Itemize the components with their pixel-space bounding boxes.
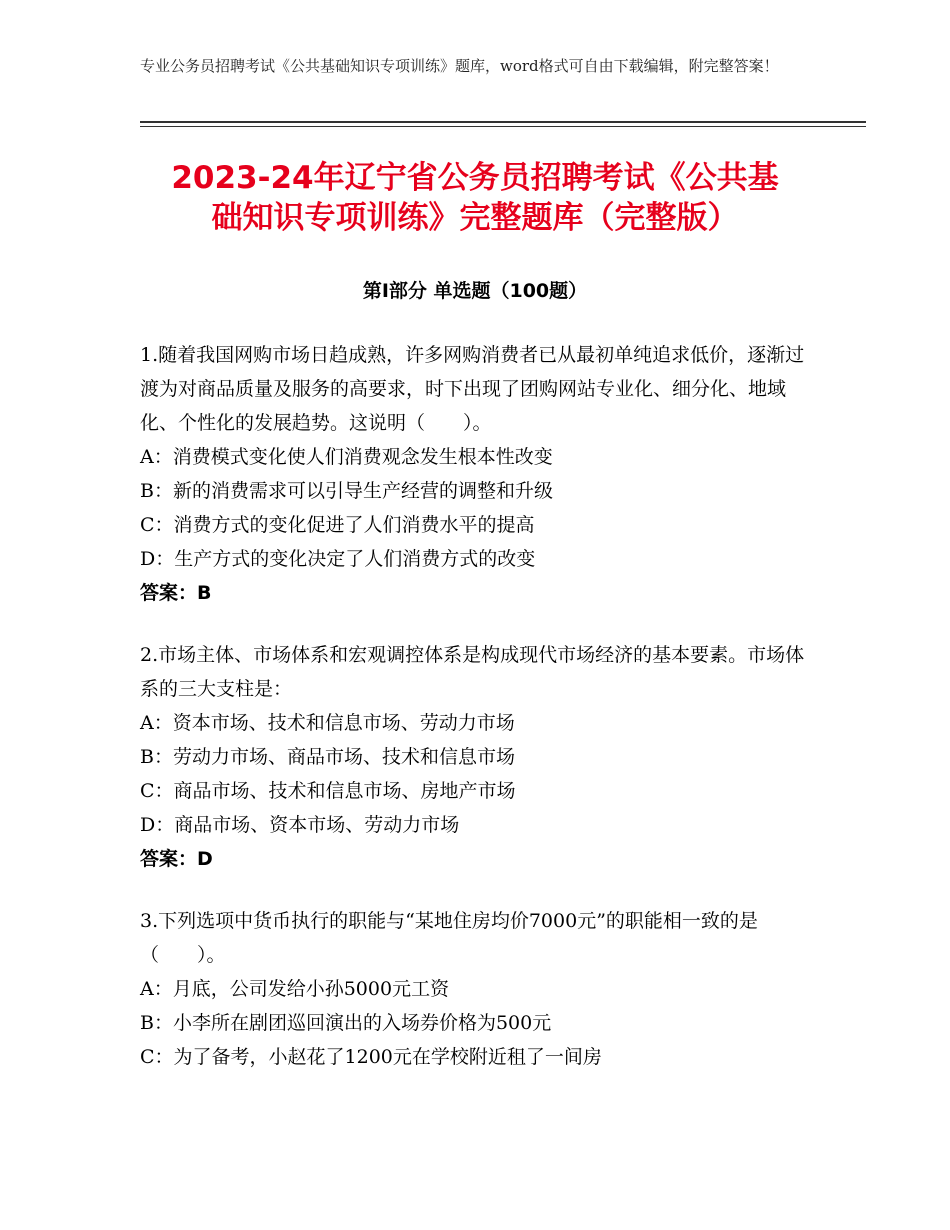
option-d: D：生产方式的变化决定了人们消费方式的改变 [140, 548, 536, 570]
option-b: B：新的消费需求可以引导生产经营的调整和升级 [140, 480, 553, 502]
answer-line [140, 842, 810, 876]
option-c: C：消费方式的变化促进了人们消费水平的提高 [140, 514, 535, 536]
option-c: C：为了备考，小赵花了1200元在学校附近租了一间房 [140, 1046, 602, 1068]
question-stem: 1.随着我国网购市场日趋成熟，许多网购消费者已从最初单纯追求低价，逐渐过渡为对商品质量及服务的高要求，时下出现了团购网站专业化、细分化、地域化、个性化的发展趋势。这说明（ ）。 [140, 344, 805, 434]
header-rule-thin [140, 126, 866, 127]
option-a: A：月底，公司发给小孙5000元工资 [140, 978, 450, 1000]
answer-label: 答案： [140, 848, 198, 870]
header-rule-thick [140, 121, 866, 123]
answer-line [140, 576, 810, 610]
option-c: C：商品市场、技术和信息市场、房地产市场 [140, 780, 516, 802]
option-a: A：资本市场、技术和信息市场、劳动力市场 [140, 712, 515, 734]
option-d: D：商品市场、资本市场、劳动力市场 [140, 814, 460, 836]
answer-value: B [197, 582, 212, 604]
question-1 [140, 338, 810, 610]
section-heading: 第Ⅰ部分 单选题（100题） [362, 280, 588, 302]
title-line-2: 础知识专项训练》完整题库（完整版） [211, 200, 739, 236]
option-a: A：消费模式变化使人们消费观念发生根本性改变 [140, 446, 553, 468]
question-2 [140, 638, 810, 876]
question-stem: 2.市场主体、市场体系和宏观调控体系是构成现代市场经济的基本要素。市场体系的三大支柱是： [140, 644, 805, 700]
question-stem: 3.下列选项中货币执行的职能与“某地住房均价7000元”的职能相一致的是（ ）。 [140, 910, 758, 966]
option-b: B：小李所在剧团巡回演出的入场券价格为500元 [140, 1012, 552, 1034]
question-list [140, 338, 810, 1102]
header-note: 专业公务员招聘考试《公共基础知识专项训练》题库，word格式可自由下载编辑，附完整答案！ [140, 57, 779, 75]
option-b: B：劳动力市场、商品市场、技术和信息市场 [140, 746, 515, 768]
title-line-1: 2023-24年辽宁省公务员招聘考试《公共基 [171, 160, 779, 196]
answer-label: 答案： [140, 582, 198, 604]
document-title [100, 158, 850, 238]
answer-value: D [197, 848, 213, 870]
question-3 [140, 904, 810, 1074]
